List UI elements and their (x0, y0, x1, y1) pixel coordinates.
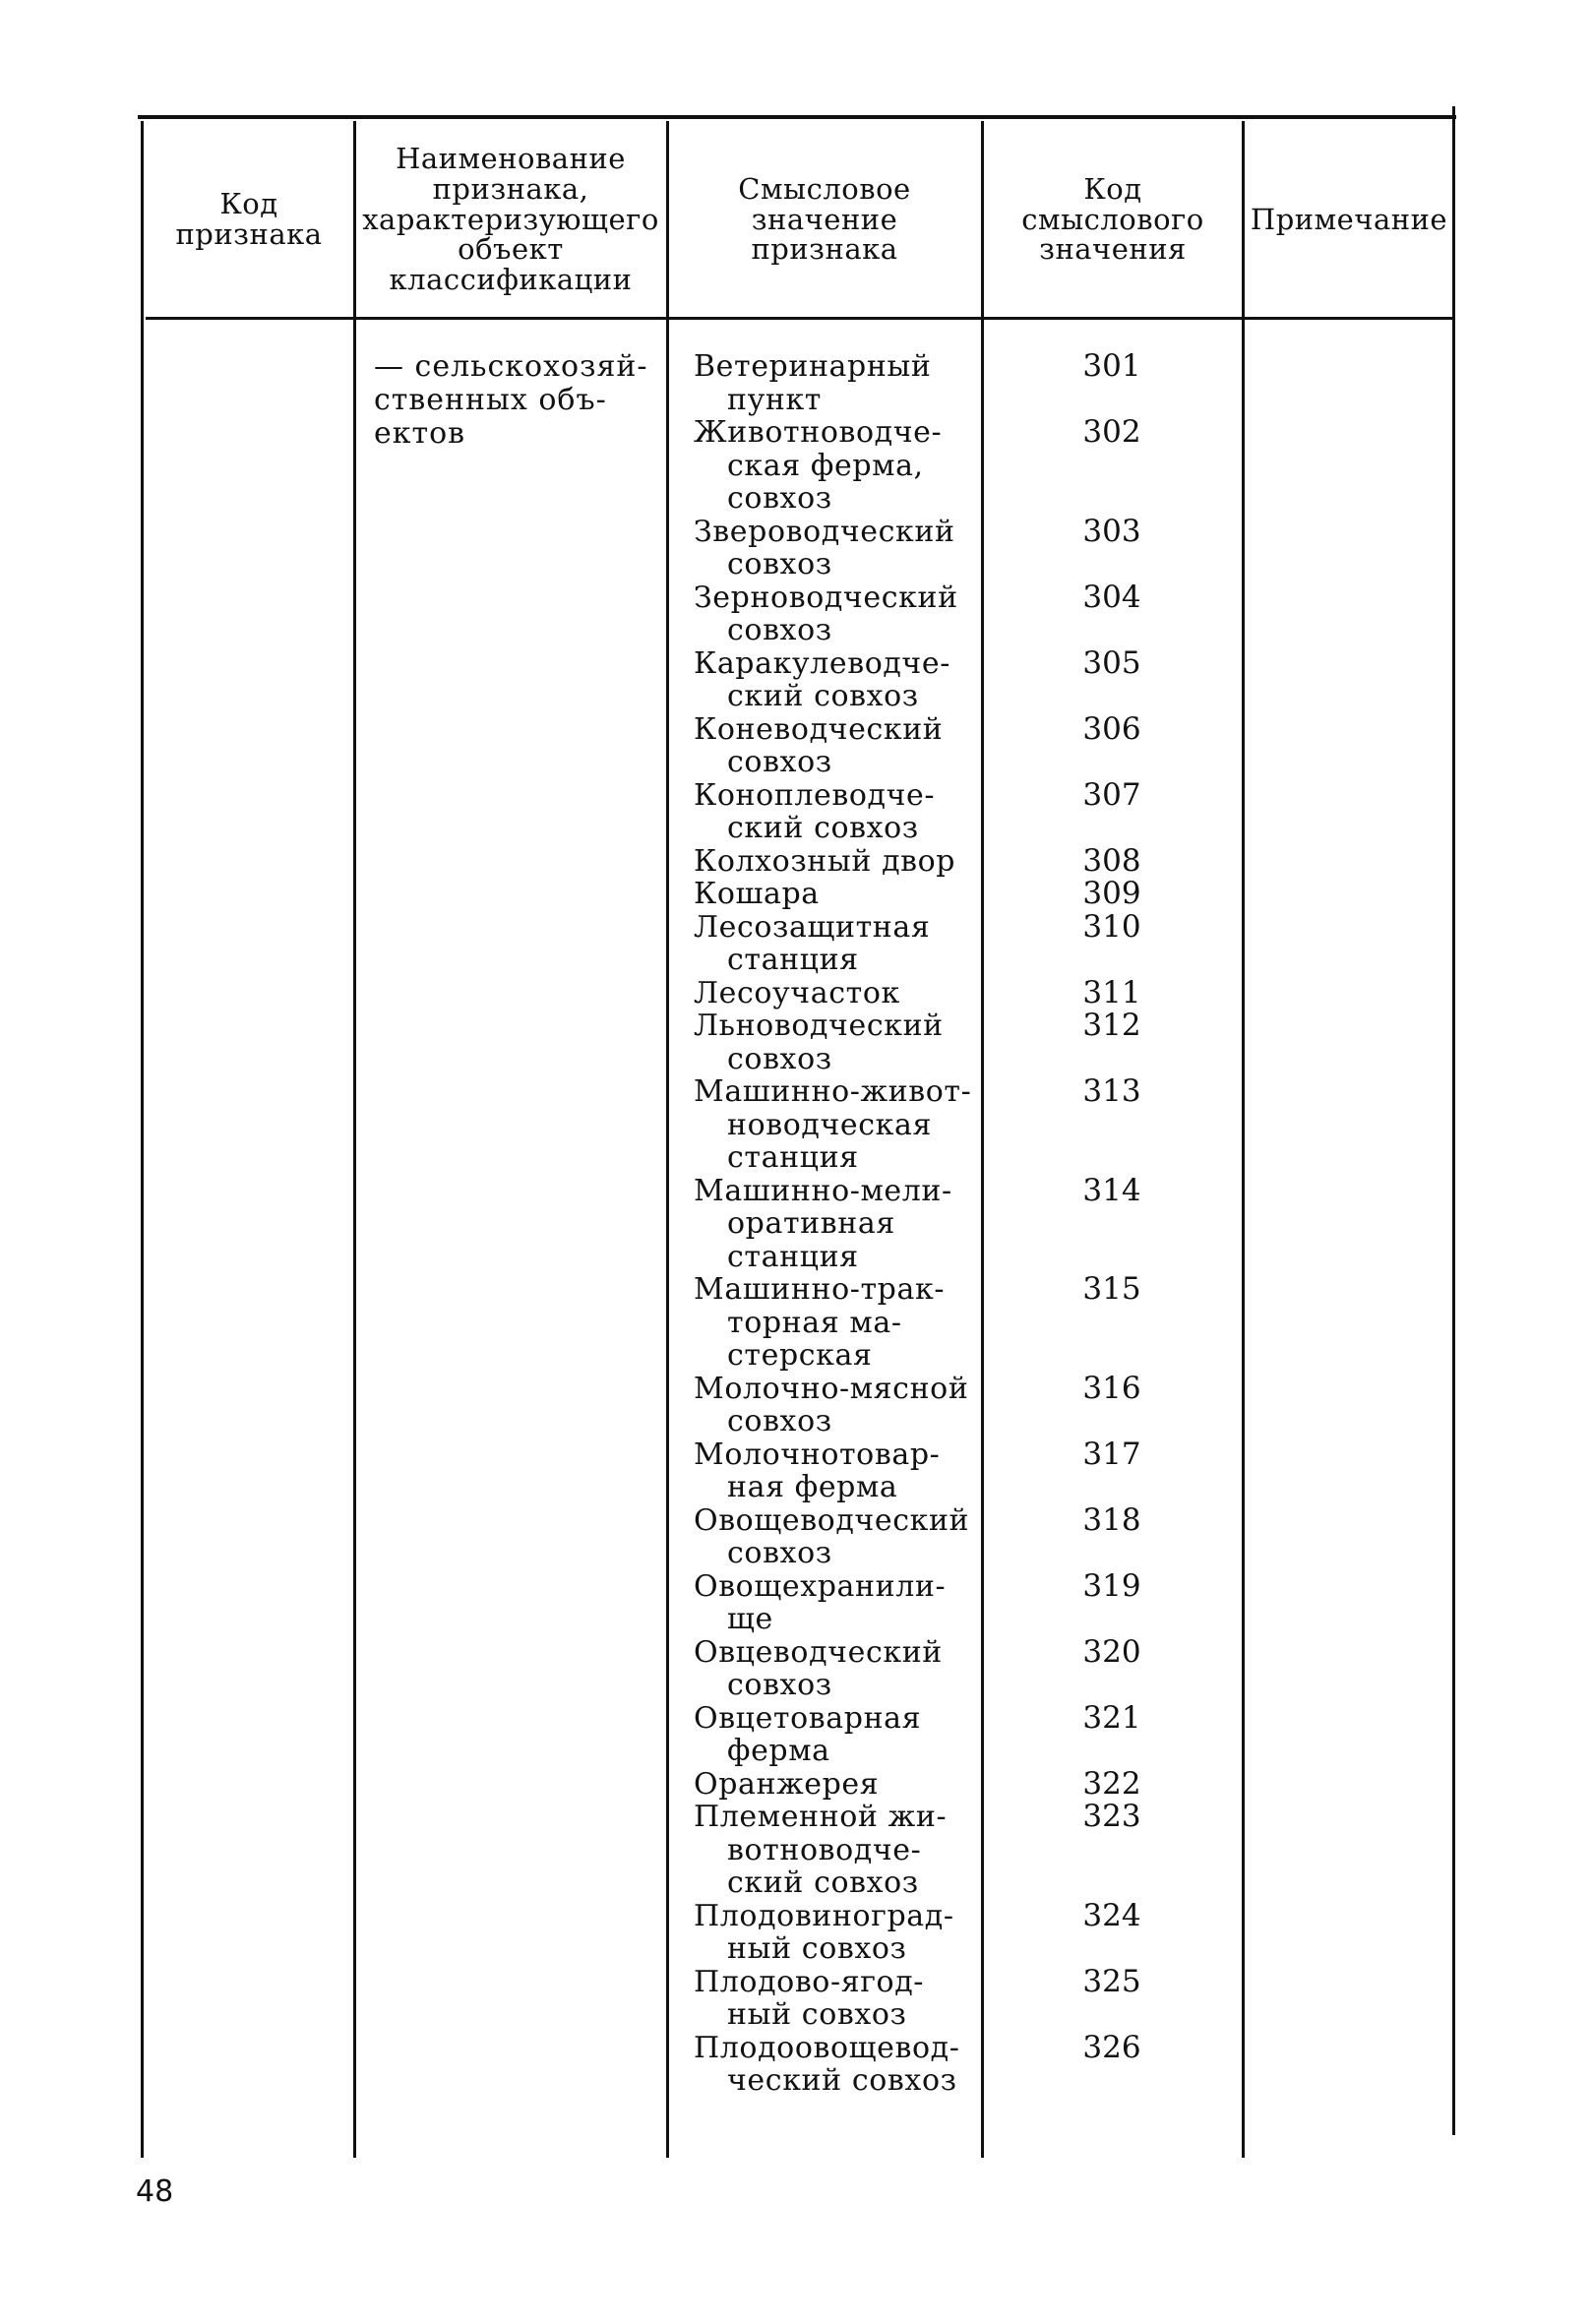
meaning-line: Каракулеводче- (694, 645, 950, 681)
meaning-line: Овцеводческий (694, 1634, 943, 1670)
meaning-code-cell: 323 (1082, 1799, 1141, 1834)
meaning-code-cell: 326 (1082, 2029, 1141, 2065)
meaning-line: ческий совхоз (727, 2063, 957, 2098)
header-note: Примечание (1250, 202, 1448, 236)
meaning-cell (694, 1636, 989, 1702)
meaning-code-cell: 307 (1082, 776, 1141, 813)
meaning-code-cell: 302 (1082, 414, 1141, 450)
meaning-cell (694, 713, 989, 779)
meaning-line: Коноплеводче- (694, 777, 936, 813)
meaning-cell (694, 1570, 989, 1636)
header-bottom-rule (146, 317, 1454, 320)
meaning-line: Лесозащитная (694, 909, 931, 945)
meaning-code-cell: 306 (1082, 710, 1141, 747)
meaning-cell (694, 1373, 989, 1438)
meaning-cell (694, 516, 989, 581)
header-meaning: Смысловое значение признака (738, 171, 911, 267)
meaning-cell (694, 1768, 989, 1802)
meaning-line: ный совхоз (727, 1997, 907, 2032)
meaning-line: станция (727, 943, 859, 977)
meaning-cell (694, 2032, 989, 2098)
meaning-line: Кошара (694, 877, 820, 911)
meaning-line: пункт (727, 382, 822, 417)
meaning-cell (694, 647, 989, 713)
meaning-line: совхоз (727, 613, 832, 647)
meaning-line: Плодоовощевод- (694, 2030, 960, 2065)
meaning-code-cell: 308 (1082, 842, 1141, 879)
feature-name-cell: — сельскохозяй- ственных объ- ектов (374, 349, 648, 451)
meaning-line: Лесоучасток (694, 975, 900, 1010)
meaning-code-cell: 321 (1082, 1699, 1141, 1736)
meaning-line: ферма (727, 1734, 830, 1768)
meaning-line: Овцетоварная (694, 1700, 922, 1736)
meaning-line: Зерноводческий (694, 580, 958, 615)
meaning-cell (694, 1175, 989, 1274)
meaning-line: оративная (727, 1206, 895, 1241)
meaning-line: Машинно-живот- (694, 1074, 972, 1109)
meaning-cell (694, 1504, 989, 1570)
column-divider-1 (353, 121, 356, 2158)
meaning-code-cell: 317 (1082, 1436, 1141, 1472)
meaning-code-cell: 312 (1082, 1008, 1141, 1043)
meaning-line: станция (727, 1239, 859, 1274)
meaning-cell (694, 1273, 989, 1373)
meaning-line: Машинно-мели- (694, 1173, 952, 1208)
meaning-code-cell: 305 (1082, 644, 1141, 681)
meaning-code-cell: 322 (1082, 1765, 1141, 1802)
meaning-line: совхоз (727, 1536, 832, 1570)
meaning-cell (694, 878, 989, 911)
meaning-code-cell: 315 (1082, 1271, 1141, 1307)
meaning-cell (694, 1966, 989, 2032)
meaning-cell (694, 1075, 989, 1175)
meaning-line: Племенной жи- (694, 1800, 948, 1834)
meaning-line: новодческая (727, 1107, 933, 1142)
meaning-line: совхоз (727, 1668, 832, 1702)
meaning-code-cell: 303 (1082, 513, 1141, 549)
meaning-line: ще (727, 1602, 773, 1636)
column-divider-2 (666, 121, 669, 2158)
meaning-line: Коневодческий (694, 711, 944, 747)
meaning-line: Плодово-ягод- (694, 1964, 925, 1999)
meaning-cell (694, 581, 989, 647)
meaning-code-cell: 311 (1082, 974, 1141, 1010)
meaning-line: вотноводче- (727, 1832, 922, 1867)
meaning-line: Оранжерея (694, 1766, 880, 1802)
meaning-code-cell: 301 (1082, 348, 1141, 384)
meaning-cell (694, 911, 989, 977)
meaning-code-cell: 318 (1082, 1501, 1141, 1538)
meaning-line: стерская (727, 1338, 873, 1373)
meaning-line: совхоз (727, 1041, 832, 1076)
meaning-line: Плодовиноград- (694, 1898, 954, 1933)
meaning-line: ский совхоз (727, 679, 919, 713)
header-meaning-code: Код смыслового значения (1021, 171, 1204, 267)
meaning-code-cell: 310 (1082, 908, 1141, 945)
meaning-code-cell: 314 (1082, 1172, 1141, 1208)
meaning-line: ский совхоз (727, 811, 919, 845)
meaning-line: Овощехранили- (694, 1568, 947, 1604)
meaning-line: Молочнотовар- (694, 1437, 941, 1472)
meaning-cell (694, 1801, 989, 1900)
header-feature-name: Наименование признака, характеризующего объект классификации (362, 142, 659, 297)
meaning-cell (694, 845, 989, 879)
meaning-cell (694, 350, 989, 416)
table-left-border (141, 121, 144, 2158)
meaning-line: Овощеводческий (694, 1502, 970, 1538)
page-number: 48 (136, 2174, 174, 2209)
meaning-code-cell: 304 (1082, 579, 1141, 615)
meaning-line: совхоз (727, 1404, 832, 1438)
table-right-border (1452, 106, 1455, 2135)
table-top-rule (138, 115, 1456, 119)
meaning-line: станция (727, 1140, 859, 1175)
meaning-line: Колхозный двор (694, 843, 956, 879)
meaning-line: Ветеринарный (694, 349, 932, 384)
meaning-cell (694, 977, 989, 1010)
meaning-line: ный совхоз (727, 1931, 907, 1966)
meaning-line: Машинно-трак- (694, 1272, 946, 1307)
meaning-line: Молочно-мясной (694, 1371, 969, 1406)
meaning-cell (694, 1702, 989, 1768)
header-feature-code: Код признака (175, 187, 323, 251)
meaning-cell (694, 779, 989, 845)
meaning-code-cell: 324 (1082, 1897, 1141, 1933)
meaning-code-cell: 316 (1082, 1370, 1141, 1406)
meaning-cell (694, 1900, 989, 1966)
meaning-code-cell: 313 (1082, 1073, 1141, 1109)
meaning-code-cell: 320 (1082, 1633, 1141, 1670)
meaning-code-cell: 309 (1082, 876, 1141, 911)
meaning-line: Звероводческий (694, 514, 955, 549)
meaning-code-cell: 325 (1082, 1963, 1141, 1999)
meaning-line: совхоз (727, 547, 832, 581)
meaning-cell (694, 1009, 989, 1075)
meaning-line: ская ферма, (727, 448, 924, 483)
column-divider-4 (1242, 121, 1245, 2158)
meaning-line: совхоз (727, 745, 832, 779)
meaning-line: совхоз (727, 481, 832, 516)
meaning-line: ная ферма (727, 1470, 898, 1504)
meaning-line: ский совхоз (727, 1865, 919, 1900)
meaning-cell (694, 1438, 989, 1504)
meaning-line: торная ма- (727, 1305, 902, 1340)
meaning-cell (694, 416, 989, 516)
meaning-line: Животноводче- (694, 415, 943, 450)
meaning-code-cell: 319 (1082, 1567, 1141, 1604)
meaning-line: Льноводческий (694, 1009, 944, 1043)
